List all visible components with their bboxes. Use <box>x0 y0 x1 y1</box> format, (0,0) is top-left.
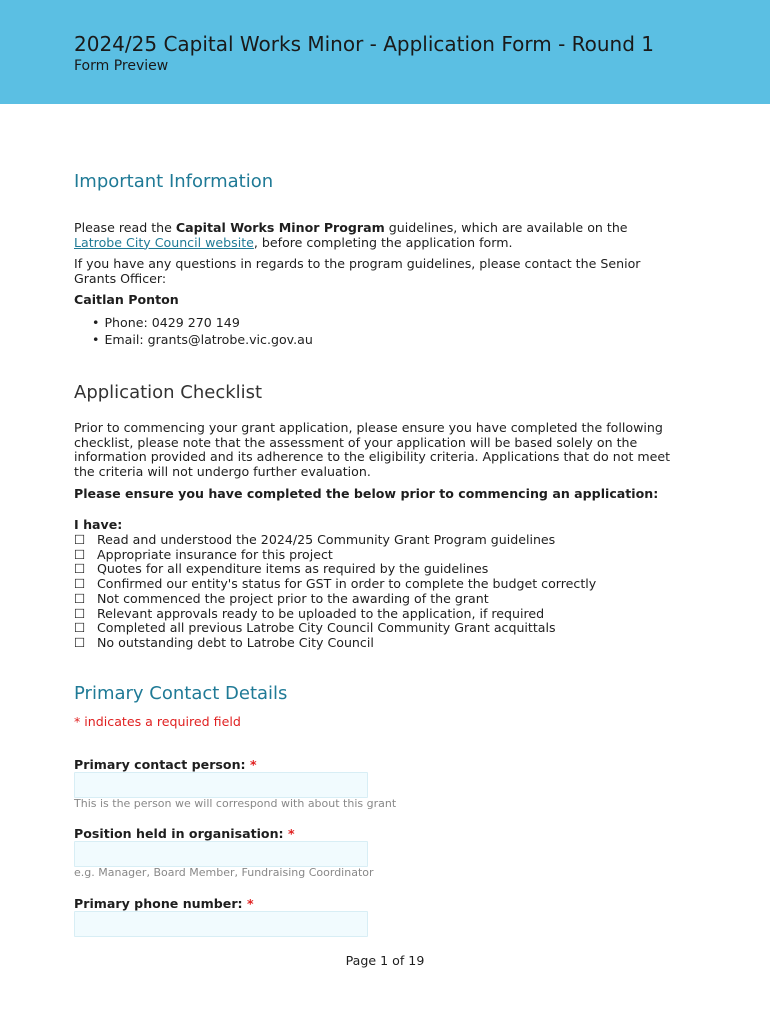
checklist-item[interactable] <box>74 577 694 592</box>
checklist-heading: Application Checklist <box>74 382 263 403</box>
checklist-item-label: Confirmed our entity's status for GST in order to complete the budget correctly <box>97 576 597 592</box>
form-subtitle: Form Preview <box>74 58 169 74</box>
checkbox-icon[interactable]: ☐ <box>74 590 86 606</box>
checklist-instruction: Please ensure you have completed the below prior to commencing an application: <box>74 486 659 501</box>
checkbox-icon[interactable]: ☐ <box>74 620 86 636</box>
checklist-items <box>74 533 694 651</box>
checkbox-icon[interactable]: ☐ <box>74 634 86 650</box>
contact-details-list <box>92 314 313 348</box>
page-header <box>0 0 770 104</box>
position-held-input[interactable] <box>74 841 368 867</box>
important-info-heading: Important Information <box>74 171 274 192</box>
checkbox-icon[interactable]: ☐ <box>74 605 86 621</box>
contact-paragraph: If you have any questions in regards to the program guidelines, please contact the Senior Grants Officer: <box>74 256 641 286</box>
checkbox-icon[interactable]: ☐ <box>74 576 86 592</box>
council-website-link[interactable]: Latrobe City Council website <box>74 234 254 250</box>
program-name: Capital Works Minor Program <box>175 220 385 235</box>
page-indicator: Page 1 of 19 <box>345 953 425 968</box>
contact-name: Caitlan Ponton <box>74 292 179 307</box>
required-marker: * <box>249 757 257 772</box>
required-marker: * <box>246 896 254 911</box>
checklist-item[interactable] <box>74 636 694 651</box>
checkbox-icon[interactable]: ☐ <box>74 561 86 577</box>
primary-contact-heading: Primary Contact Details <box>74 683 288 704</box>
checklist-item-label: Quotes for all expenditure items as required by the guidelines <box>97 561 489 577</box>
primary-phone-input[interactable] <box>74 911 368 937</box>
checklist-item[interactable] <box>74 621 694 636</box>
p1-mid: guidelines, which are available on the <box>384 220 628 235</box>
checklist-item-label: Read and understood the 2024/25 Community Grant Program guidelines <box>97 532 556 547</box>
contact-phone: • Phone: 0429 270 149 <box>92 314 313 331</box>
p1-pre: Please read the <box>74 220 176 235</box>
checklist-item[interactable] <box>74 607 694 622</box>
primary-contact-person-label <box>74 757 257 772</box>
primary-contact-person-input[interactable] <box>74 772 368 798</box>
contact-email: • Email: grants@latrobe.vic.gov.au <box>92 331 313 348</box>
field-label-text: Primary contact person: <box>74 757 246 772</box>
checklist-item-label: No outstanding debt to Latrobe City Council <box>97 634 374 650</box>
position-held-hint: e.g. Manager, Board Member, Fundraising Coordinator <box>74 866 374 879</box>
checklist-item-label: Completed all previous Latrobe City Council Community Grant acquittals <box>97 620 556 636</box>
p1-post: , before completing the application form. <box>253 234 513 250</box>
checkbox-icon[interactable]: ☐ <box>74 532 86 547</box>
field-label-text: Position held in organisation: <box>74 826 284 841</box>
checklist-intro: Prior to commencing your grant application, please ensure you have completed the following checklist, please note that the assessment of your application will be based solely on the information provided and its adherence to the eligibility criteria. Applications that do not meet the criteria will not undergo further evaluation. <box>74 420 671 479</box>
primary-contact-person-hint: This is the person we will correspond with about this grant <box>74 797 397 810</box>
checklist-item[interactable] <box>74 592 694 607</box>
checklist-item[interactable] <box>74 533 694 548</box>
checklist-item-label: Relevant approvals ready to be uploaded to the application, if required <box>97 605 545 621</box>
form-title: 2024/25 Capital Works Minor - Application Form - Round 1 <box>74 32 655 56</box>
checklist-item-label: Appropriate insurance for this project <box>97 546 333 562</box>
important-info-paragraph <box>74 221 674 250</box>
checklist-item[interactable] <box>74 562 694 577</box>
i-have-label: I have: <box>74 517 123 532</box>
required-marker: * <box>287 826 295 841</box>
position-held-label <box>74 826 295 841</box>
required-field-note: * indicates a required field <box>74 714 241 729</box>
field-label-text: Primary phone number: <box>74 896 243 911</box>
checklist-item[interactable] <box>74 548 694 563</box>
checklist-item-label: Not commenced the project prior to the awarding of the grant <box>97 590 489 606</box>
primary-phone-label <box>74 896 254 911</box>
checkbox-icon[interactable]: ☐ <box>74 546 86 562</box>
